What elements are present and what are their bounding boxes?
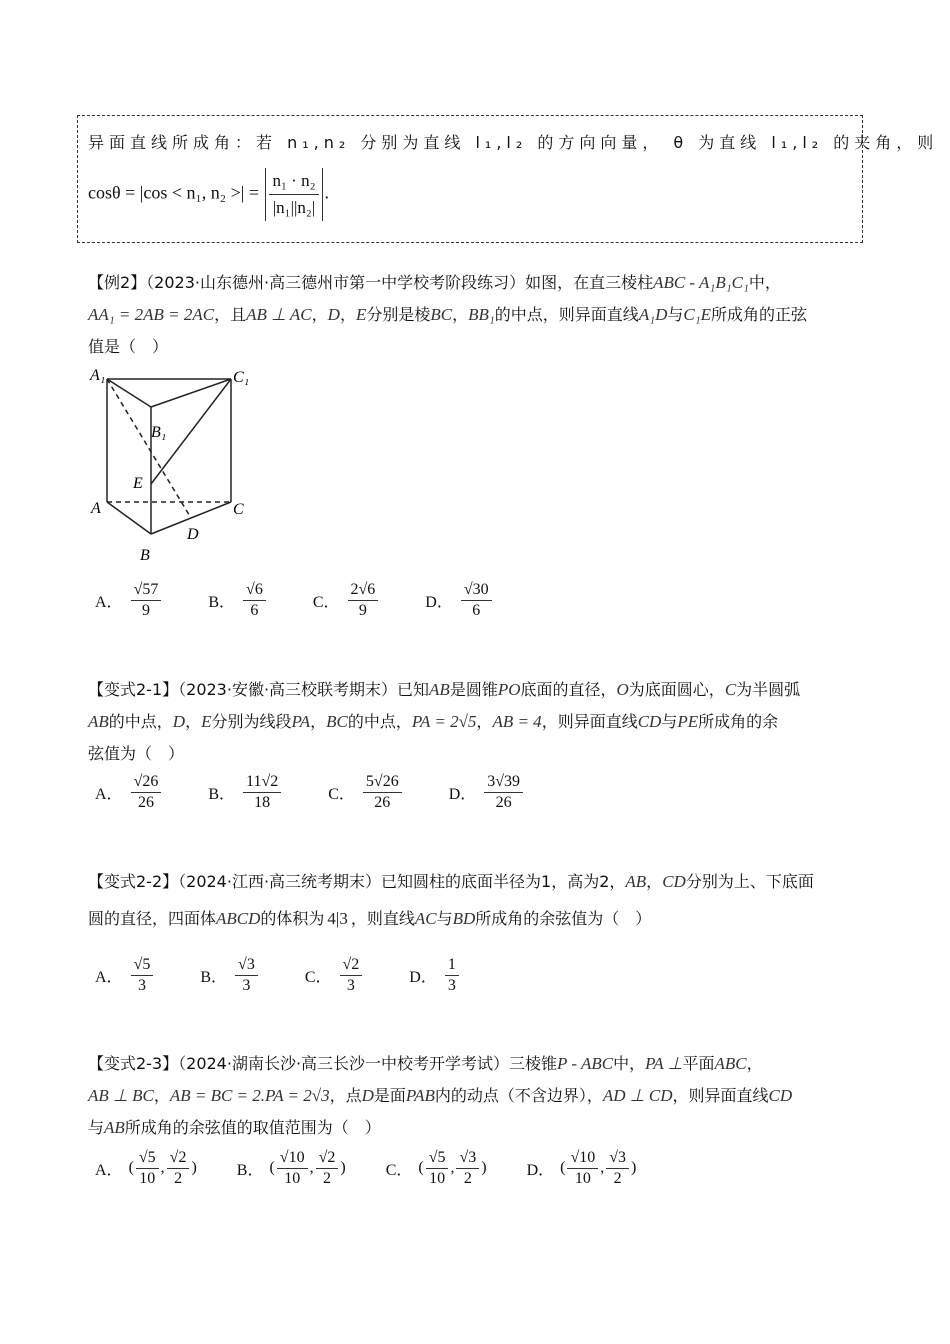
fraction-numerator: 3√39	[484, 772, 523, 793]
problem-line	[88, 674, 868, 706]
option-a[interactable]	[95, 772, 163, 813]
options-variant-2-3	[95, 1143, 676, 1193]
label-B1: B₁	[151, 424, 167, 441]
option-a[interactable]	[95, 955, 155, 996]
option-d[interactable]	[527, 1148, 637, 1189]
paren-open: (	[269, 1159, 275, 1176]
option-label: D．	[409, 968, 437, 986]
option-label: A．	[95, 1161, 123, 1179]
options-example-2	[95, 575, 539, 625]
text-segment: ，	[339, 305, 356, 324]
fraction-numerator: √57	[131, 580, 162, 601]
fraction-numerator: √10	[567, 1148, 598, 1169]
text-segment: 与	[667, 305, 684, 324]
math-expression: AB = BC = 2.PA = 2√3	[169, 1086, 330, 1105]
math-expression: AB	[625, 872, 647, 891]
formula-denominator: |n₁||n₂|	[272, 198, 316, 217]
text-segment: 所成角的余弦值为（ ）	[475, 909, 652, 928]
option-fraction	[606, 1148, 629, 1189]
text-segment: 的中点，则异面直线	[494, 305, 639, 324]
fraction-denominator: 3	[137, 976, 146, 994]
option-label: A．	[95, 785, 123, 803]
fraction-denominator: 2	[174, 1169, 183, 1187]
formula-left: cosθ = |cos < n₁, n₂ >| =	[88, 182, 259, 203]
option-c[interactable]	[313, 580, 380, 621]
text-segment: ，则直线	[350, 909, 415, 928]
text-segment: 【例2】（2023·山东德州·高三德州市第一中学校考阶段练习）如图，在直三棱柱	[88, 273, 654, 292]
problem-line	[88, 1080, 868, 1112]
math-expression: PA	[291, 712, 311, 731]
math-expression: PO	[497, 680, 521, 699]
math-expression: PE	[677, 712, 699, 731]
text-segment: 的中点，	[347, 712, 412, 731]
option-c[interactable]	[386, 1148, 487, 1189]
option-fraction	[484, 772, 523, 813]
paren-open: (	[560, 1159, 566, 1176]
text-segment: ，	[476, 712, 493, 731]
math-expression: AB ⊥ BC	[88, 1086, 154, 1105]
math-expression: CD	[662, 872, 686, 891]
math-expression: D	[172, 712, 186, 731]
fraction-denominator: 6	[472, 601, 481, 619]
fraction-denominator: 3	[447, 976, 456, 994]
math-expression: P - ABC	[557, 1054, 614, 1073]
math-expression: ABC	[714, 1054, 747, 1073]
math-expression: CD	[768, 1086, 793, 1105]
math-expression: BD	[452, 909, 476, 928]
option-fraction	[445, 955, 459, 996]
text-segment: 是面	[373, 1086, 406, 1105]
label-A1: A₁	[90, 367, 106, 384]
option-a[interactable]	[95, 580, 163, 621]
option-fraction	[316, 1148, 339, 1189]
problem-line	[88, 1112, 868, 1144]
option-fraction	[243, 772, 281, 813]
option-fraction	[277, 1148, 308, 1189]
fraction-denominator: 2	[322, 1169, 331, 1187]
text-segment: 【变式2-2】（2024·江西·高三统考期末）已知圆柱的底面半径为1，高为2，	[88, 872, 626, 891]
option-d[interactable]	[449, 772, 525, 813]
fraction-numerator: √2	[316, 1148, 339, 1169]
fraction-numerator: 11√2	[243, 772, 281, 793]
option-fraction	[131, 580, 162, 621]
fraction-numerator: √3	[456, 1148, 479, 1169]
problem-line	[88, 331, 868, 363]
option-c[interactable]	[305, 955, 364, 996]
text-segment: 【变式2-1】（2023·安徽·高三校联考期末）已知	[88, 680, 430, 699]
option-fraction	[131, 772, 162, 813]
problem-example-2	[88, 267, 868, 363]
option-d[interactable]	[425, 580, 493, 621]
text-segment: ，则异面直线	[672, 1086, 769, 1105]
option-fraction	[363, 772, 402, 813]
options-variant-2-2	[95, 950, 506, 1000]
paren-open: (	[128, 1159, 134, 1176]
text-segment: 分别是棱	[366, 305, 431, 324]
text-segment: ，则异面直线	[541, 712, 638, 731]
fraction-numerator: √6	[243, 580, 266, 601]
label-C1: C₁	[233, 369, 250, 386]
option-fraction	[567, 1148, 598, 1189]
comma: ,	[160, 1159, 165, 1176]
fraction-numerator: √26	[131, 772, 162, 793]
fraction-numerator: √5	[131, 955, 154, 976]
fraction-denominator: 6	[250, 601, 259, 619]
comma: ,	[450, 1159, 455, 1176]
fraction-denominator: 2	[463, 1169, 472, 1187]
option-label: D．	[448, 785, 477, 803]
problem-variant-2-2	[88, 866, 868, 940]
paren-close: )	[191, 1159, 197, 1176]
math-expression: O	[616, 680, 629, 699]
paren-close: )	[340, 1159, 346, 1176]
prism-figure	[85, 362, 265, 567]
fraction-numerator: √2	[340, 955, 363, 976]
text-segment: 中，	[748, 273, 781, 292]
text-segment: 分别为线段	[211, 712, 292, 731]
option-label: C．	[312, 593, 340, 611]
definition-formula	[88, 168, 329, 221]
fraction-denominator: 10	[284, 1169, 301, 1187]
fraction-numerator: √2	[167, 1148, 190, 1169]
text-segment: ，	[646, 872, 663, 891]
text-segment: 中，	[613, 1054, 646, 1073]
fraction-numerator: 1	[445, 955, 459, 976]
math-expression: CD	[637, 712, 662, 731]
text-segment: ，	[746, 1054, 763, 1073]
math-expression: AB	[104, 1118, 125, 1137]
option-fraction	[348, 580, 379, 621]
problem-line	[88, 866, 868, 898]
text-segment: ，	[185, 712, 202, 731]
math-expression: E	[201, 712, 212, 731]
text-segment: 所成角的余弦值的取值范围为（ ）	[124, 1118, 381, 1137]
fraction-numerator: √30	[461, 580, 492, 601]
fraction-denominator: 26	[495, 793, 512, 811]
problem-line	[88, 1048, 868, 1080]
fraction-denominator: 26	[137, 793, 154, 811]
fraction-denominator: 10	[429, 1169, 446, 1187]
text-segment: 为底面圆心，	[628, 680, 725, 699]
option-fraction	[235, 955, 258, 996]
option-a[interactable]	[95, 1148, 197, 1189]
text-segment: ，	[310, 712, 327, 731]
definition-box	[77, 115, 939, 243]
math-expression: PAB	[405, 1086, 435, 1105]
option-b[interactable]	[200, 955, 259, 996]
option-b[interactable]	[208, 580, 267, 621]
fraction-denominator: 2	[613, 1169, 622, 1187]
text-segment: 所成角的正弦	[711, 305, 808, 324]
formula-numerator: n₁ · n₂	[269, 168, 318, 195]
fraction-denominator: 10	[574, 1169, 591, 1187]
text-segment: 圆的直径，四面体	[88, 909, 217, 928]
text-segment: 是圆锥	[449, 680, 498, 699]
text-segment: 与	[436, 909, 453, 928]
problem-line	[88, 706, 868, 738]
text-segment: 所成角的余	[698, 712, 779, 731]
math-expression: AB ⊥ AC	[246, 305, 312, 324]
option-label: C．	[304, 968, 332, 986]
option-fraction	[131, 955, 154, 996]
math-expression: AB	[429, 680, 450, 699]
label-C: C	[233, 501, 244, 518]
text-segment: 的中点，	[108, 712, 173, 731]
label-E: E	[133, 475, 143, 492]
fraction-numerator: √3	[235, 955, 258, 976]
definition-text: 异面直线所成角：若 n₁,n₂ 分别为直线 l₁,l₂ 的方向向量， θ 为直线 l₁,l₂ 的夹角，则	[88, 133, 939, 152]
math-expression: ABCD	[216, 909, 261, 928]
math-expression: BC	[326, 712, 348, 731]
label-B: B	[140, 547, 150, 564]
problem-line	[88, 299, 868, 331]
text-segment: 【变式2-3】（2024·湖南长沙·高三长沙一中校考开学考试）三棱锥	[88, 1054, 558, 1073]
fraction-denominator: 18	[254, 793, 271, 811]
text-segment: 平面	[682, 1054, 715, 1073]
math-expression: E	[355, 305, 367, 324]
problem-variant-2-1	[88, 674, 868, 770]
text-segment: 为半圆弧	[736, 680, 801, 699]
problem-line	[88, 738, 868, 770]
math-expression: AB = 4	[492, 712, 542, 731]
option-label: A．	[95, 968, 123, 986]
fraction-numerator: √3	[606, 1148, 629, 1169]
math-expression: D	[327, 305, 340, 324]
text-segment: 与	[88, 1118, 105, 1137]
comma: ,	[600, 1159, 605, 1176]
text-segment: 弦值为（ ）	[88, 744, 185, 763]
math-expression: PA = 2√5	[411, 712, 477, 731]
fraction-denominator: 3	[242, 976, 251, 994]
option-fraction	[167, 1148, 190, 1189]
formula-fraction	[265, 168, 322, 221]
text-segment: ，且	[214, 305, 247, 324]
comma: ,	[309, 1159, 314, 1176]
option-label: A．	[95, 593, 123, 611]
math-expression: C₁E	[683, 305, 712, 324]
option-label: B．	[208, 785, 236, 803]
math-expression: AB	[88, 712, 109, 731]
fraction-denominator: 9	[141, 601, 150, 619]
math-expression: AC	[414, 909, 437, 928]
text-segment: ，	[452, 305, 469, 324]
fraction-denominator: 9	[358, 601, 367, 619]
fraction-denominator: 26	[374, 793, 391, 811]
fraction-numerator: √10	[277, 1148, 308, 1169]
text-segment: 内的动点（不含边界），	[434, 1086, 603, 1105]
option-fraction	[340, 955, 363, 996]
volume-fraction: 4|3	[327, 909, 348, 928]
text-segment: 值是（ ）	[88, 337, 169, 356]
fraction-numerator: 2√6	[348, 580, 379, 601]
option-label: D．	[526, 1161, 555, 1179]
options-variant-2-1	[95, 767, 570, 817]
formula-end: .	[324, 182, 329, 203]
option-label: B．	[208, 593, 236, 611]
option-label: D．	[425, 593, 453, 611]
math-expression: AD ⊥ CD	[602, 1086, 673, 1105]
option-d[interactable]	[409, 955, 461, 996]
option-b[interactable]	[237, 1148, 346, 1189]
math-expression: D	[361, 1086, 374, 1105]
option-fraction	[461, 580, 492, 621]
option-fraction	[243, 580, 266, 621]
option-label: B．	[200, 968, 228, 986]
option-fraction	[426, 1148, 449, 1189]
paren-close: )	[631, 1159, 637, 1176]
math-expression: BC	[430, 305, 453, 324]
option-fraction	[456, 1148, 479, 1189]
fraction-numerator: √5	[136, 1148, 159, 1169]
math-expression: BB₁	[468, 305, 495, 324]
option-b[interactable]	[208, 772, 283, 813]
problem-variant-2-3	[88, 1048, 868, 1144]
text-segment: ，点	[329, 1086, 362, 1105]
option-c[interactable]	[328, 772, 403, 813]
problem-line	[88, 267, 868, 299]
text-segment: ，	[311, 305, 328, 324]
option-label: B．	[236, 1161, 264, 1179]
text-segment: 的体积为	[260, 909, 325, 928]
text-segment: ，	[153, 1086, 170, 1105]
paren-close: )	[481, 1159, 487, 1176]
text-segment: 与	[661, 712, 678, 731]
option-fraction	[136, 1148, 159, 1189]
text-segment: 底面的直径，	[520, 680, 617, 699]
problem-line	[88, 898, 868, 940]
math-expression: PA ⊥	[645, 1054, 683, 1073]
math-expression: C	[724, 680, 737, 699]
fraction-denominator: 3	[346, 976, 355, 994]
option-label: C．	[385, 1161, 413, 1179]
text-segment: 分别为上、下底面	[685, 872, 814, 891]
math-expression: A₁D	[638, 305, 668, 324]
math-expression: ABC - A₁B₁C₁	[653, 273, 749, 292]
fraction-numerator: √5	[426, 1148, 449, 1169]
fraction-denominator: 10	[139, 1169, 156, 1187]
fraction-numerator: 5√26	[363, 772, 402, 793]
paren-open: (	[418, 1159, 424, 1176]
label-A: A	[91, 500, 101, 517]
math-expression: AA₁ = 2AB = 2AC	[88, 305, 215, 324]
option-label: C．	[328, 785, 355, 803]
label-D: D	[187, 526, 199, 543]
